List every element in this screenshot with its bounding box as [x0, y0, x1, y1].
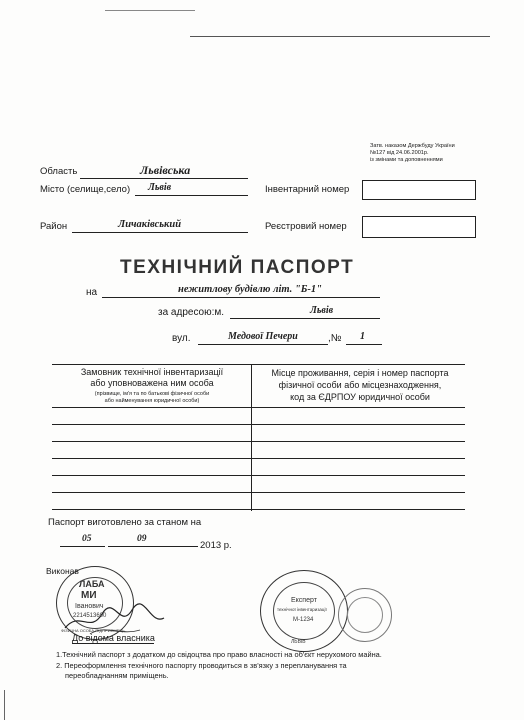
right-header-line-2: фізичної особи або місцезнаходження,	[278, 380, 442, 390]
right-stamp-text-2: технічної інвентаризації	[277, 607, 327, 612]
left-note-line-1: (прізвище, ім'я та по батькові фізичної особи	[94, 391, 210, 397]
left-note-line-2: або найменування юридичної особи)	[104, 397, 200, 404]
right-stamp-text-4: ЛЬВІВ	[291, 639, 306, 645]
prepared-label: Паспорт виготовлено за станом на	[48, 517, 202, 528]
street-label: вул.	[172, 333, 191, 344]
executor-label: Виконав	[46, 566, 79, 576]
notes-item-1: 1.Технічний паспорт з додатком до свідоцтва про право власності на об'єкт нерухомого майна.	[56, 650, 382, 659]
month-underline	[108, 546, 198, 547]
city-underline	[135, 195, 248, 196]
address-label: за адресою:м.	[158, 307, 225, 318]
table-bottom-border	[52, 509, 465, 510]
table-row-line	[52, 475, 465, 476]
right-stamp	[260, 570, 348, 652]
scan-line-top	[190, 36, 490, 37]
street-underline	[198, 344, 328, 345]
right-header-line-3: код за ЄДРПОУ юридичної особи	[290, 392, 430, 402]
right-stamp-text-1: Експерт	[291, 597, 317, 604]
number-label: ,№	[328, 333, 342, 344]
subject-underline	[102, 297, 380, 298]
district-label: Район	[40, 221, 68, 232]
table-header-bottom	[52, 407, 465, 408]
approval-note	[370, 143, 455, 164]
left-stamp-text-3: Іванович	[75, 603, 104, 610]
notes-item-3: переобладнанням приміщень.	[65, 671, 169, 680]
oblast-label: Область	[40, 166, 78, 177]
table-left-header	[56, 367, 248, 389]
notes-item-2: 2. Переоформлення технічного паспорту проводиться в зв'язку з перепланування та	[56, 661, 347, 670]
prepared-day: 05	[82, 534, 92, 544]
table-row-line	[52, 441, 465, 442]
right-stamp-2-inner-ring	[347, 597, 383, 633]
address-underline	[230, 318, 380, 319]
left-stamp-text-5: ФІЗИЧНА ОСОБА-ПІДПРИЄМЕЦЬ	[61, 628, 125, 633]
approval-line-1: Затв. наказом Держбуду України	[370, 143, 455, 149]
subject-value: нежитлову будівлю літ. "Б-1"	[178, 284, 323, 295]
city-value: Львів	[148, 182, 172, 193]
prepared-year: 2013 р.	[200, 540, 232, 551]
address-city-value: Львів	[310, 305, 334, 316]
district-value: Личаківський	[118, 219, 182, 230]
document-title: ТЕХНІЧНИЙ ПАСПОРТ	[120, 257, 355, 278]
scan-edge-mark	[4, 690, 5, 720]
prepared-month: 09	[137, 534, 147, 544]
table-row-line	[52, 424, 465, 425]
table-top-border	[52, 364, 465, 365]
left-stamp-text-4: 2214513690	[73, 613, 107, 619]
number-value: 1	[360, 331, 365, 342]
oblast-value: Львівська	[140, 163, 191, 177]
table-right-header	[254, 367, 466, 403]
right-header-line-1: Місце проживання, серія і номер паспорта	[271, 368, 449, 378]
approval-line-2: №127 від 24.06.2001р.	[370, 150, 429, 156]
notes-heading: До відома власника	[72, 633, 155, 643]
table-divider	[251, 364, 252, 511]
approval-line-3: із змінами та доповненнями	[370, 157, 443, 163]
left-stamp-text-2: МИ	[81, 590, 97, 601]
left-header-line-2: або уповноважена ним особа	[90, 378, 214, 388]
notes-heading-underline	[72, 643, 154, 644]
right-stamp-text-3: M-1234	[293, 617, 314, 623]
table-row-line	[52, 492, 465, 493]
scan-line-top-short	[105, 10, 195, 11]
city-label: Місто (селище,село)	[40, 184, 131, 195]
inventory-label: Інвентарний номер	[265, 184, 350, 195]
subject-na-label: на	[86, 287, 98, 298]
number-underline	[346, 344, 382, 345]
oblast-underline	[80, 178, 248, 179]
left-header-line-1: Замовник технічної інвентаризації	[80, 367, 224, 377]
registry-label: Реєстровий номер	[265, 221, 347, 232]
day-underline	[60, 546, 105, 547]
registry-number-field[interactable]	[362, 216, 476, 238]
district-underline	[72, 232, 248, 233]
left-stamp-text-1: ЛАБА	[79, 579, 105, 589]
table-row-line	[52, 458, 465, 459]
street-value: Медової Печери	[228, 331, 298, 342]
inventory-number-field[interactable]	[362, 180, 476, 200]
table-left-note	[56, 391, 248, 404]
right-stamp-2	[338, 588, 392, 642]
